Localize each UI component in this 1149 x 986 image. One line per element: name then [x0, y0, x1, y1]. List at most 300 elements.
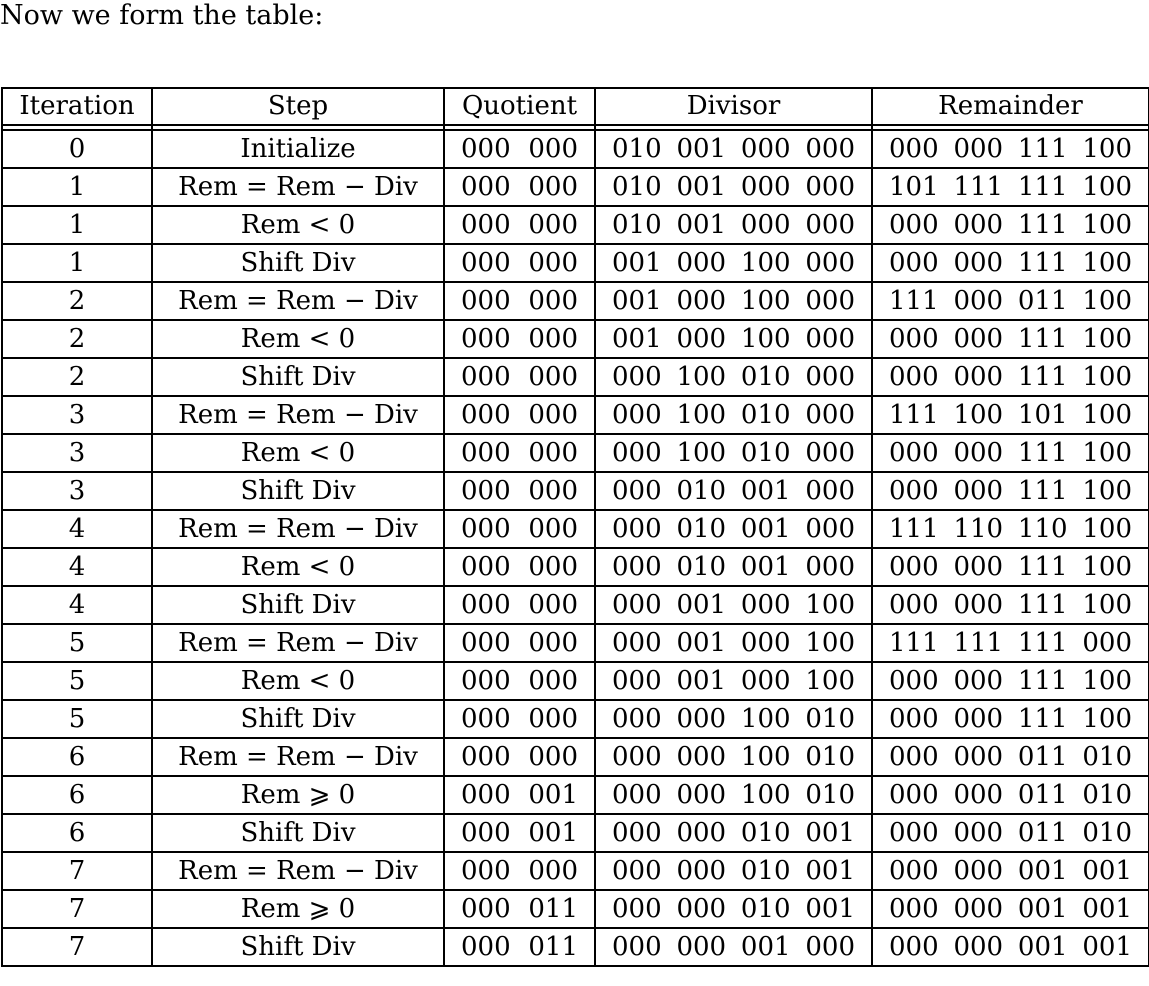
divisor-bit-group: 001: [676, 210, 727, 240]
divisor-bit-group: 000: [676, 894, 727, 924]
divisor-bit-group: 100: [740, 780, 791, 810]
remainder-bit-group: 110: [953, 514, 1004, 544]
remainder-cell: [872, 814, 1149, 852]
quotient-bit-group: 000: [461, 400, 511, 430]
quotient-cell: [444, 624, 595, 662]
remainder-cell: [872, 244, 1149, 282]
step-cell: Rem ⩾ 0: [152, 890, 444, 928]
divisor-bits: [596, 587, 871, 623]
iteration-cell: 7: [2, 928, 152, 966]
remainder-cell: [872, 282, 1149, 320]
iteration-cell: 4: [2, 586, 152, 624]
quotient-bit-group: 000: [528, 476, 578, 506]
table-row: [2, 282, 1149, 320]
table-row: [2, 472, 1149, 510]
divisor-bit-group: 001: [740, 932, 791, 962]
remainder-bit-group: 011: [1017, 742, 1068, 772]
quotient-bit-group: 000: [528, 324, 578, 354]
quotient-bit-group: 001: [528, 780, 578, 810]
step-cell: Shift Div: [152, 586, 444, 624]
quotient-bit-group: 000: [528, 628, 578, 658]
divisor-bits: [596, 891, 871, 927]
step-cell: Rem < 0: [152, 548, 444, 586]
remainder-bit-group: 111: [953, 172, 1004, 202]
divisor-bit-group: 100: [676, 438, 727, 468]
quotient-bit-group: 000: [461, 248, 511, 278]
quotient-cell: [444, 434, 595, 472]
divisor-bit-group: 000: [805, 210, 855, 240]
divisor-bit-group: 000: [612, 704, 662, 734]
divisor-bits: [596, 929, 871, 965]
quotient-cell: [444, 852, 595, 890]
divisor-cell: [595, 130, 872, 168]
quotient-bits: [445, 511, 594, 547]
quotient-bit-group: 000: [528, 438, 578, 468]
remainder-bits: [873, 929, 1148, 965]
remainder-bit-group: 100: [1082, 172, 1132, 202]
remainder-bits: [873, 549, 1148, 585]
divisor-bit-group: 000: [805, 324, 855, 354]
divisor-bit-group: 001: [612, 248, 662, 278]
quotient-bit-group: 000: [461, 324, 511, 354]
quotient-cell: [444, 396, 595, 434]
divisor-cell: [595, 662, 872, 700]
remainder-bit-group: 000: [889, 818, 939, 848]
iteration-cell: 3: [2, 396, 152, 434]
iteration-cell: 1: [2, 168, 152, 206]
divisor-bit-group: 000: [676, 780, 727, 810]
divisor-bit-group: 010: [676, 552, 727, 582]
remainder-bits: [873, 815, 1148, 851]
divisor-bits: [596, 245, 871, 281]
quotient-bit-group: 000: [461, 476, 511, 506]
divisor-bits: [596, 435, 871, 471]
remainder-bit-group: 111: [1017, 324, 1068, 354]
divisor-cell: [595, 320, 872, 358]
divisor-bit-group: 010: [676, 476, 727, 506]
divisor-bits: [596, 549, 871, 585]
remainder-cell: [872, 776, 1149, 814]
quotient-bit-group: 000: [461, 666, 511, 696]
quotient-bit-group: 000: [461, 590, 511, 620]
step-cell: Shift Div: [152, 472, 444, 510]
quotient-bits: [445, 815, 594, 851]
divisor-bit-group: 000: [612, 932, 662, 962]
table-row: [2, 510, 1149, 548]
divisor-cell: [595, 852, 872, 890]
divisor-bit-group: 000: [805, 932, 855, 962]
divisor-bit-group: 001: [805, 818, 855, 848]
quotient-bits: [445, 169, 594, 205]
remainder-bit-group: 000: [953, 666, 1004, 696]
divisor-bit-group: 000: [612, 780, 662, 810]
quotient-bits: [445, 663, 594, 699]
divisor-cell: [595, 244, 872, 282]
iteration-cell: 2: [2, 358, 152, 396]
quotient-bits: [445, 701, 594, 737]
iteration-cell: 7: [2, 852, 152, 890]
table-row: [2, 548, 1149, 586]
quotient-bit-group: 000: [461, 134, 511, 164]
step-cell: Rem = Rem − Div: [152, 396, 444, 434]
divisor-bit-group: 000: [612, 552, 662, 582]
remainder-bit-group: 110: [1017, 514, 1068, 544]
remainder-bit-group: 000: [889, 894, 939, 924]
divisor-cell: [595, 890, 872, 928]
iteration-cell: 3: [2, 472, 152, 510]
divisor-bit-group: 100: [740, 248, 791, 278]
divisor-bit-group: 000: [805, 172, 855, 202]
divisor-bit-group: 010: [612, 210, 662, 240]
remainder-bits: [873, 777, 1148, 813]
table-row: [2, 320, 1149, 358]
remainder-bit-group: 000: [889, 780, 939, 810]
remainder-bit-group: 010: [1082, 742, 1132, 772]
divisor-bit-group: 010: [740, 400, 791, 430]
step-cell: Shift Div: [152, 358, 444, 396]
quotient-cell: [444, 472, 595, 510]
quotient-bit-group: 000: [461, 628, 511, 658]
remainder-bit-group: 101: [889, 172, 939, 202]
divisor-bit-group: 010: [740, 362, 791, 392]
divisor-bits: [596, 663, 871, 699]
divisor-bits: [596, 625, 871, 661]
remainder-bit-group: 111: [1017, 704, 1068, 734]
remainder-cell: [872, 206, 1149, 244]
step-cell: Rem < 0: [152, 320, 444, 358]
step-cell: Rem = Rem − Div: [152, 282, 444, 320]
divisor-bit-group: 010: [740, 894, 791, 924]
iteration-cell: 7: [2, 890, 152, 928]
divisor-bit-group: 000: [676, 704, 727, 734]
quotient-bit-group: 000: [528, 590, 578, 620]
remainder-bit-group: 001: [1017, 932, 1068, 962]
divisor-bit-group: 000: [805, 476, 855, 506]
divisor-bit-group: 001: [676, 590, 727, 620]
remainder-bit-group: 000: [953, 438, 1004, 468]
header-quotient: Quotient: [444, 88, 595, 125]
remainder-cell: [872, 510, 1149, 548]
quotient-bits: [445, 891, 594, 927]
quotient-cell: [444, 776, 595, 814]
quotient-bits: [445, 397, 594, 433]
divisor-bit-group: 000: [612, 438, 662, 468]
iteration-cell: 1: [2, 206, 152, 244]
step-cell: Shift Div: [152, 244, 444, 282]
quotient-bits: [445, 929, 594, 965]
quotient-bits: [445, 777, 594, 813]
divisor-bit-group: 100: [805, 590, 855, 620]
remainder-cell: [872, 434, 1149, 472]
iteration-cell: 5: [2, 662, 152, 700]
divisor-cell: [595, 738, 872, 776]
quotient-bits: [445, 853, 594, 889]
divisor-bit-group: 001: [740, 514, 791, 544]
divisor-bit-group: 010: [740, 818, 791, 848]
table-row: [2, 206, 1149, 244]
remainder-bit-group: 000: [953, 362, 1004, 392]
remainder-bit-group: 100: [1082, 704, 1132, 734]
divisor-bit-group: 000: [612, 818, 662, 848]
step-cell: Initialize: [152, 130, 444, 168]
remainder-bits: [873, 587, 1148, 623]
quotient-bit-group: 000: [461, 514, 511, 544]
divisor-bit-group: 010: [740, 438, 791, 468]
remainder-bit-group: 010: [1082, 818, 1132, 848]
divisor-bit-group: 001: [612, 286, 662, 316]
quotient-bits: [445, 587, 594, 623]
quotient-bit-group: 000: [461, 704, 511, 734]
divisor-bits: [596, 511, 871, 547]
remainder-bit-group: 000: [889, 704, 939, 734]
divisor-bits: [596, 815, 871, 851]
iteration-cell: 3: [2, 434, 152, 472]
quotient-bit-group: 000: [461, 438, 511, 468]
header-step: Step: [152, 88, 444, 125]
remainder-bits: [873, 739, 1148, 775]
divisor-bit-group: 100: [740, 742, 791, 772]
divisor-bit-group: 000: [676, 742, 727, 772]
divisor-bit-group: 000: [676, 286, 727, 316]
divisor-bit-group: 000: [612, 894, 662, 924]
divisor-cell: [595, 700, 872, 738]
remainder-bit-group: 100: [1082, 286, 1132, 316]
divisor-bit-group: 000: [740, 628, 791, 658]
quotient-bits: [445, 131, 594, 167]
remainder-bits: [873, 359, 1148, 395]
remainder-bits: [873, 207, 1148, 243]
remainder-bit-group: 000: [889, 324, 939, 354]
step-cell: Shift Div: [152, 928, 444, 966]
table-row: [2, 130, 1149, 168]
table-row: [2, 168, 1149, 206]
quotient-cell: [444, 282, 595, 320]
remainder-bit-group: 000: [953, 704, 1004, 734]
remainder-bits: [873, 473, 1148, 509]
quotient-cell: [444, 738, 595, 776]
intro-text: Now we form the table:: [0, 0, 324, 31]
quotient-cell: [444, 206, 595, 244]
remainder-bit-group: 100: [953, 400, 1004, 430]
remainder-bit-group: 000: [889, 742, 939, 772]
remainder-bit-group: 100: [1082, 476, 1132, 506]
quotient-bit-group: 000: [528, 362, 578, 392]
divisor-bit-group: 000: [676, 248, 727, 278]
divisor-bit-group: 000: [676, 818, 727, 848]
remainder-bits: [873, 131, 1148, 167]
quotient-bit-group: 000: [528, 248, 578, 278]
quotient-bit-group: 000: [528, 172, 578, 202]
quotient-cell: [444, 130, 595, 168]
step-cell: Rem = Rem − Div: [152, 738, 444, 776]
remainder-bit-group: 011: [1017, 818, 1068, 848]
divisor-bits: [596, 777, 871, 813]
remainder-bit-group: 001: [1082, 856, 1132, 886]
divisor-bit-group: 000: [740, 590, 791, 620]
quotient-bit-group: 000: [461, 210, 511, 240]
divisor-bit-group: 100: [676, 362, 727, 392]
remainder-bits: [873, 891, 1148, 927]
iteration-cell: 2: [2, 282, 152, 320]
step-cell: Shift Div: [152, 700, 444, 738]
remainder-bits: [873, 435, 1148, 471]
remainder-bit-group: 111: [1017, 628, 1068, 658]
quotient-bit-group: 000: [528, 552, 578, 582]
divisor-bit-group: 100: [740, 704, 791, 734]
table-row: [2, 700, 1149, 738]
step-cell: Shift Div: [152, 814, 444, 852]
remainder-bit-group: 010: [1082, 780, 1132, 810]
remainder-bit-group: 000: [1082, 628, 1132, 658]
remainder-bit-group: 000: [953, 818, 1004, 848]
divisor-bit-group: 000: [805, 552, 855, 582]
divisor-bit-group: 000: [612, 362, 662, 392]
remainder-bits: [873, 321, 1148, 357]
step-cell: Rem = Rem − Div: [152, 510, 444, 548]
remainder-bit-group: 000: [889, 134, 939, 164]
remainder-bit-group: 000: [953, 324, 1004, 354]
remainder-bit-group: 111: [953, 628, 1004, 658]
divisor-bit-group: 000: [805, 400, 855, 430]
divisor-bit-group: 000: [612, 742, 662, 772]
quotient-bits: [445, 549, 594, 585]
remainder-bit-group: 100: [1082, 210, 1132, 240]
divisor-bit-group: 100: [805, 628, 855, 658]
quotient-cell: [444, 548, 595, 586]
remainder-bit-group: 111: [889, 400, 939, 430]
quotient-bits: [445, 321, 594, 357]
remainder-bit-group: 001: [1082, 932, 1132, 962]
divisor-bit-group: 001: [676, 134, 727, 164]
remainder-bit-group: 001: [1017, 894, 1068, 924]
quotient-bit-group: 011: [528, 932, 578, 962]
quotient-bit-group: 000: [461, 856, 511, 886]
divisor-cell: [595, 358, 872, 396]
divisor-bits: [596, 701, 871, 737]
quotient-bits: [445, 739, 594, 775]
quotient-cell: [444, 168, 595, 206]
remainder-bit-group: 000: [953, 894, 1004, 924]
table-row: [2, 434, 1149, 472]
iteration-cell: 6: [2, 776, 152, 814]
quotient-cell: [444, 320, 595, 358]
remainder-bit-group: 000: [889, 476, 939, 506]
remainder-bits: [873, 625, 1148, 661]
divisor-bits: [596, 397, 871, 433]
iteration-cell: 4: [2, 510, 152, 548]
remainder-bit-group: 111: [1017, 210, 1068, 240]
quotient-bit-group: 000: [528, 210, 578, 240]
divisor-bits: [596, 283, 871, 319]
remainder-cell: [872, 320, 1149, 358]
divisor-bit-group: 000: [612, 666, 662, 696]
remainder-bit-group: 100: [1082, 438, 1132, 468]
remainder-bit-group: 000: [953, 856, 1004, 886]
table-row: [2, 928, 1149, 966]
quotient-cell: [444, 890, 595, 928]
remainder-cell: [872, 852, 1149, 890]
iteration-cell: 2: [2, 320, 152, 358]
step-cell: Rem = Rem − Div: [152, 168, 444, 206]
remainder-bit-group: 000: [953, 780, 1004, 810]
quotient-bit-group: 011: [528, 894, 578, 924]
table-row: [2, 890, 1149, 928]
divisor-bit-group: 010: [805, 780, 855, 810]
quotient-cell: [444, 358, 595, 396]
remainder-bit-group: 111: [1017, 134, 1068, 164]
divisor-cell: [595, 168, 872, 206]
remainder-bits: [873, 663, 1148, 699]
remainder-bit-group: 000: [953, 476, 1004, 506]
divisor-bit-group: 001: [805, 894, 855, 924]
remainder-cell: [872, 700, 1149, 738]
remainder-bit-group: 101: [1017, 400, 1068, 430]
quotient-bits: [445, 625, 594, 661]
quotient-bit-group: 000: [461, 172, 511, 202]
quotient-bits: [445, 245, 594, 281]
divisor-bit-group: 100: [740, 286, 791, 316]
step-cell: Rem = Rem − Div: [152, 852, 444, 890]
remainder-bit-group: 000: [953, 552, 1004, 582]
divisor-bit-group: 001: [740, 476, 791, 506]
divisor-bits: [596, 207, 871, 243]
table-body: [2, 130, 1149, 966]
divisor-bit-group: 000: [740, 172, 791, 202]
remainder-cell: [872, 586, 1149, 624]
remainder-bit-group: 111: [1017, 438, 1068, 468]
divisor-bits: [596, 359, 871, 395]
divisor-cell: [595, 282, 872, 320]
divisor-bit-group: 000: [805, 514, 855, 544]
remainder-bit-group: 100: [1082, 324, 1132, 354]
remainder-bit-group: 000: [953, 286, 1004, 316]
quotient-cell: [444, 814, 595, 852]
remainder-bit-group: 100: [1082, 362, 1132, 392]
remainder-cell: [872, 396, 1149, 434]
remainder-cell: [872, 890, 1149, 928]
remainder-bits: [873, 283, 1148, 319]
remainder-bit-group: 000: [953, 742, 1004, 772]
divisor-bits: [596, 321, 871, 357]
remainder-bit-group: 001: [1082, 894, 1132, 924]
quotient-bit-group: 000: [528, 856, 578, 886]
divisor-bit-group: 000: [676, 856, 727, 886]
divisor-bit-group: 000: [676, 932, 727, 962]
remainder-bit-group: 000: [953, 932, 1004, 962]
remainder-bit-group: 111: [1017, 552, 1068, 582]
table-row: [2, 586, 1149, 624]
remainder-cell: [872, 168, 1149, 206]
divisor-bit-group: 001: [612, 324, 662, 354]
remainder-bit-group: 000: [889, 210, 939, 240]
divisor-bit-group: 001: [676, 628, 727, 658]
divisor-bits: [596, 131, 871, 167]
quotient-bit-group: 000: [461, 552, 511, 582]
remainder-bit-group: 100: [1082, 134, 1132, 164]
remainder-bit-group: 000: [953, 248, 1004, 278]
divisor-bit-group: 000: [740, 134, 791, 164]
remainder-bit-group: 100: [1082, 590, 1132, 620]
step-cell: Rem < 0: [152, 434, 444, 472]
remainder-bit-group: 000: [889, 590, 939, 620]
quotient-cell: [444, 928, 595, 966]
quotient-bit-group: 000: [528, 134, 578, 164]
remainder-cell: [872, 662, 1149, 700]
divisor-bit-group: 001: [740, 552, 791, 582]
divisor-cell: [595, 396, 872, 434]
remainder-bit-group: 000: [953, 134, 1004, 164]
step-cell: Rem < 0: [152, 662, 444, 700]
